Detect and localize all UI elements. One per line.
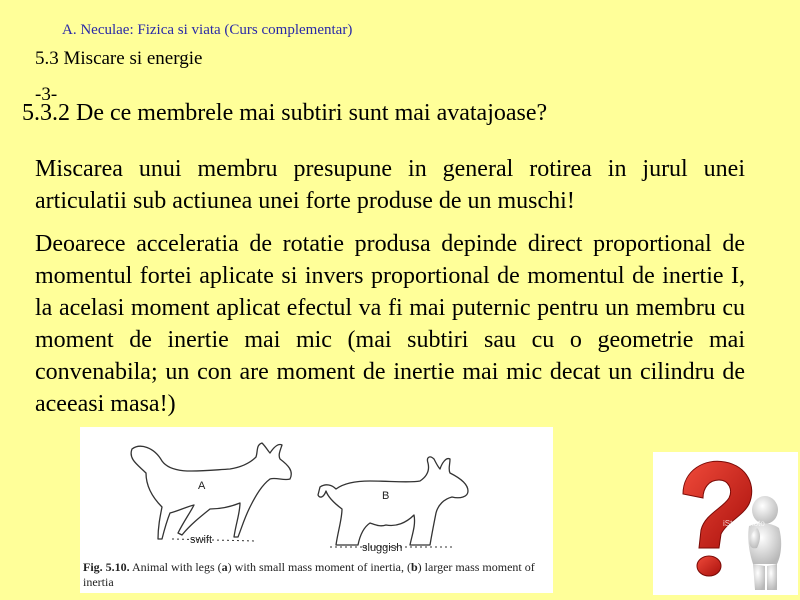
caption-label-a: a [221, 560, 228, 574]
animals-drawing [80, 427, 553, 560]
question-figure-image [653, 452, 798, 595]
course-header: A. Neculae: Fizica si viata (Curs complementar) [62, 22, 353, 38]
caption-part-1: Animal with legs ( [132, 560, 222, 574]
section-title: 5.3 Miscare si energie [35, 48, 203, 69]
watermark-text: iStockphoto [723, 519, 765, 528]
caption-part-2: ) with small mass moment of inertia, ( [227, 560, 411, 574]
paragraph-inertia: Deoarece acceleratia de rotatie produsa depinde direct proportional de momentul fortei aplicate si invers proportional de momentul de inertie I, la acelasi moment aplicat efectul va fi mai puternic pentru un membru cu moment de inertie mai mic (mai subtiri sau cu o geometrie mai convenabila; un con are moment de inertie mai mic decat un cilindru de aceeasi masa!) [35, 231, 745, 417]
caption-part-3: ) larger mass moment of inertia [83, 560, 535, 589]
figure-number: Fig. 5.10. [83, 560, 130, 574]
question-mark-icon [653, 452, 798, 595]
animal-a-outline [131, 443, 291, 539]
caption-label-b: b [410, 560, 418, 574]
animal-b-outline [318, 457, 468, 545]
page-number: -3- [35, 84, 58, 105]
sluggish-label: sluggish [362, 542, 403, 554]
animals-figure [80, 427, 553, 593]
subsection-title: 5.3.2 De ce membrele mai subtiri sunt mai avatajoase? [22, 100, 548, 126]
swift-label: swift [190, 534, 212, 546]
figure-caption [83, 560, 551, 590]
animal-b-label: B [382, 490, 390, 502]
animal-a-label: A [198, 480, 206, 492]
paragraph-rotation: Miscarea unui membru presupune in general rotirea in jurul unei articulatii sub actiunea unei forte produse de un muschi! [35, 156, 745, 214]
